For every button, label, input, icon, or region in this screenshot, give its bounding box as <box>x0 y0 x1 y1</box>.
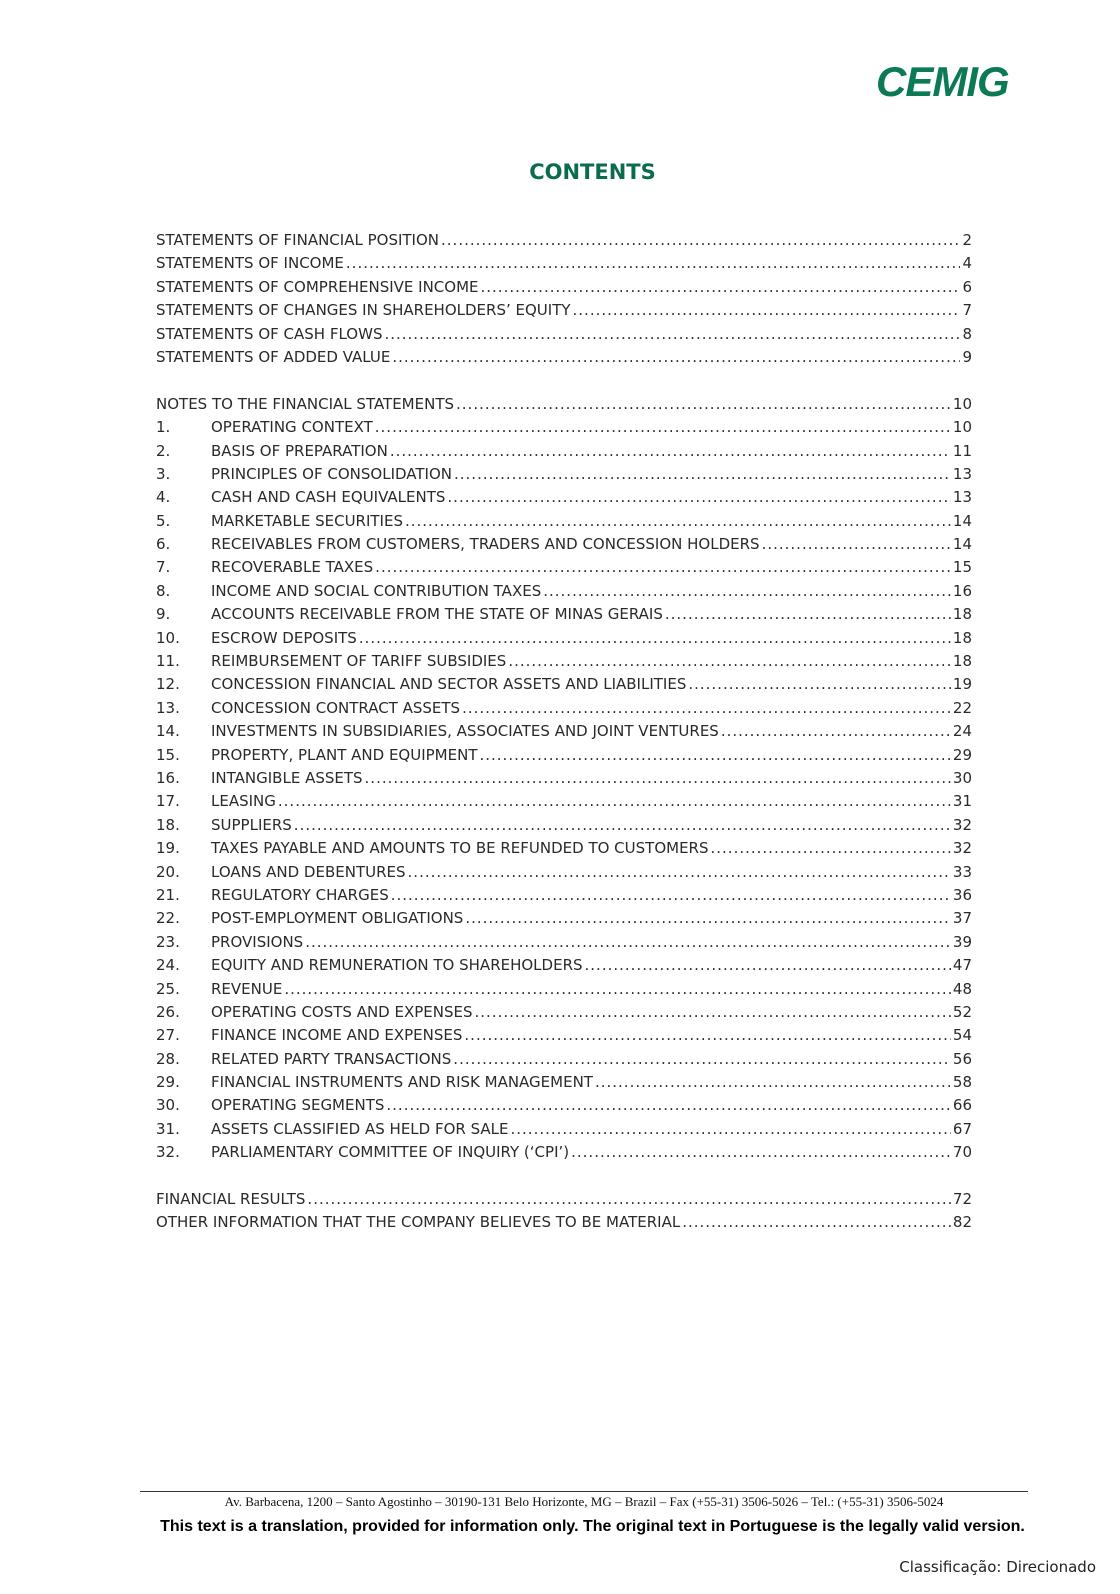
toc-entry[interactable] <box>156 814 972 837</box>
toc-entry-page: 33 <box>952 862 972 881</box>
toc-leader <box>307 1188 950 1211</box>
toc-entry-page: 9 <box>962 347 972 366</box>
toc-leader <box>479 744 950 767</box>
toc-entry-label: RELATED PARTY TRANSACTIONS <box>211 1049 452 1068</box>
toc-entry-label: ACCOUNTS RECEIVABLE FROM THE STATE OF MINAS GERAIS <box>211 605 663 624</box>
toc-entry-label: NOTES TO THE FINANCIAL STATEMENTS <box>156 394 455 413</box>
toc-entry[interactable] <box>156 1024 972 1047</box>
toc-leader <box>365 767 951 790</box>
toc-entry-label: STATEMENTS OF COMPREHENSIVE INCOME <box>156 277 479 296</box>
toc-entry-number: 4. <box>156 488 171 507</box>
toc-leader <box>375 416 951 439</box>
toc-entry-number: 7. <box>156 558 171 577</box>
toc-leader <box>386 1094 951 1117</box>
toc-entry-number: 1. <box>156 418 171 437</box>
toc-entry-number: 21. <box>156 885 180 904</box>
toc-entry-page: 70 <box>952 1143 972 1162</box>
toc-entry-label: MARKETABLE SECURITIES <box>211 511 403 530</box>
toc-entry-page: 8 <box>962 324 972 343</box>
toc-entry-page: 39 <box>952 932 972 951</box>
toc-entry-page: 7 <box>962 301 972 320</box>
toc-leader <box>391 884 951 907</box>
toc-entry-number: 25. <box>156 979 180 998</box>
toc-entry-label: INVESTMENTS IN SUBSIDIARIES, ASSOCIATES AND JOINT VENTURES <box>211 722 719 741</box>
toc-entry-label: CONCESSION CONTRACT ASSETS <box>211 698 461 717</box>
toc-entry[interactable] <box>156 1141 972 1164</box>
toc-entry[interactable] <box>156 1001 972 1024</box>
toc-entry-label: INCOME AND SOCIAL CONTRIBUTION TAXES <box>211 581 542 600</box>
toc-entry-label: PRINCIPLES OF CONSOLIDATION <box>211 464 452 483</box>
toc-entry-label: STATEMENTS OF ADDED VALUE <box>156 347 391 366</box>
toc-entry-page: 32 <box>952 815 972 834</box>
toc-entry-page: 66 <box>952 1096 972 1115</box>
toc-leader <box>278 790 951 813</box>
toc-entry-label: RECOVERABLE TAXES <box>211 558 374 577</box>
cemig-logo: CEMIG <box>876 58 1009 105</box>
toc-leader <box>441 229 960 252</box>
toc-entry-label: RECEIVABLES FROM CUSTOMERS, TRADERS AND CONCESSION HOLDERS <box>211 535 760 554</box>
toc-entry[interactable] <box>156 346 972 369</box>
toc-entry-number: 12. <box>156 675 180 694</box>
toc-entry-page: 36 <box>952 885 972 904</box>
toc-leader <box>665 603 951 626</box>
toc-leader <box>762 533 951 556</box>
toc-entry-label: PROVISIONS <box>211 932 304 951</box>
toc-entry[interactable] <box>156 510 972 533</box>
toc-entry-label: CASH AND CASH EQUIVALENTS <box>211 488 446 507</box>
toc-entry-page: 15 <box>952 558 972 577</box>
toc-entry-page: 29 <box>952 745 972 764</box>
toc-entry[interactable] <box>156 627 972 650</box>
toc-leader <box>481 276 961 299</box>
toc-entry-page: 48 <box>952 979 972 998</box>
toc-entry-label: PARLIAMENTARY COMMITTEE OF INQUIRY (‘CPI’) <box>211 1143 570 1162</box>
toc-entry-page: 37 <box>952 909 972 928</box>
toc-leader <box>465 907 951 930</box>
toc-entry-page: 22 <box>952 698 972 717</box>
toc-entry[interactable] <box>156 463 972 486</box>
toc-leader <box>294 814 951 837</box>
toc-entry-page: 72 <box>952 1190 972 1209</box>
toc-entry[interactable] <box>156 884 972 907</box>
toc-entry-number: 17. <box>156 792 180 811</box>
toc-entry-page: 13 <box>952 488 972 507</box>
toc-leader <box>392 346 960 369</box>
toc-entry[interactable] <box>156 1118 972 1141</box>
toc-leader <box>573 299 961 322</box>
toc-entry-number: 28. <box>156 1049 180 1068</box>
toc-entry-label: POST-EMPLOYMENT OBLIGATIONS <box>211 909 464 928</box>
toc-leader <box>595 1071 951 1094</box>
toc-entry-label: ESCROW DEPOSITS <box>211 628 357 647</box>
toc-entry-number: 20. <box>156 862 180 881</box>
toc-entry-page: 4 <box>962 254 972 273</box>
toc-leader <box>405 510 951 533</box>
toc-entry-label: PROPERTY, PLANT AND EQUIPMENT <box>211 745 478 764</box>
toc-entry-label: CONCESSION FINANCIAL AND SECTOR ASSETS AND LIABILITIES <box>211 675 687 694</box>
toc-entry[interactable] <box>156 790 972 813</box>
toc-leader <box>346 252 961 275</box>
toc-entry-label: OPERATING COSTS AND EXPENSES <box>211 1002 473 1021</box>
toc-entry-page: 58 <box>952 1073 972 1092</box>
toc-entry-number: 6. <box>156 535 171 554</box>
toc-leader <box>511 1118 951 1141</box>
toc-leader <box>359 627 951 650</box>
toc-entry-label: SUPPLIERS <box>211 815 292 834</box>
toc-entry-page: 24 <box>952 722 972 741</box>
toc-entry[interactable] <box>156 440 972 463</box>
toc-entry-label: FINANCE INCOME AND EXPENSES <box>211 1026 463 1045</box>
toc-entry-number: 16. <box>156 768 180 787</box>
toc-entry-number: 10. <box>156 628 180 647</box>
toc-leader <box>456 393 951 416</box>
toc-entry-page: 54 <box>952 1026 972 1045</box>
toc-entry[interactable] <box>156 907 972 930</box>
toc-entry[interactable] <box>156 1094 972 1117</box>
final-sections <box>156 1188 972 1235</box>
toc-leader <box>711 837 951 860</box>
toc-entry-number: 13. <box>156 698 180 717</box>
toc-leader <box>475 1001 951 1024</box>
toc-entry[interactable] <box>156 1048 972 1071</box>
toc-leader <box>508 650 951 673</box>
toc-entry-label: REVENUE <box>211 979 283 998</box>
toc-entry-label: REGULATORY CHARGES <box>211 885 389 904</box>
toc-leader <box>453 1048 951 1071</box>
toc-entry-label: REIMBURSEMENT OF TARIFF SUBSIDIES <box>211 652 507 671</box>
toc-entry[interactable] <box>156 931 972 954</box>
toc-leader <box>462 697 951 720</box>
toc-leader <box>464 1024 951 1047</box>
toc-entry-label: STATEMENTS OF CASH FLOWS <box>156 324 383 343</box>
toc-entry-number: 31. <box>156 1119 180 1138</box>
toc-leader <box>454 463 951 486</box>
toc-entry[interactable] <box>156 978 972 1001</box>
toc-entry-page: 16 <box>952 581 972 600</box>
toc-entry[interactable] <box>156 673 972 696</box>
toc-entry-page: 2 <box>962 231 972 249</box>
toc-entry-number: 15. <box>156 745 180 764</box>
toc-entry-label: STATEMENTS OF CHANGES IN SHAREHOLDERS’ EQUITY <box>156 301 571 320</box>
toc-entry-label: STATEMENTS OF FINANCIAL POSITION <box>156 231 440 249</box>
toc-entry[interactable] <box>156 416 972 439</box>
page-title: CONTENTS <box>529 160 656 184</box>
toc-entry[interactable] <box>156 299 972 322</box>
toc-entry[interactable] <box>156 720 972 743</box>
toc-entry-number: 3. <box>156 464 171 483</box>
toc-entry-notes[interactable] <box>156 393 972 416</box>
toc-leader <box>721 720 951 743</box>
toc-entry[interactable] <box>156 556 972 579</box>
toc-entry-number: 18. <box>156 815 180 834</box>
toc-entry-label: OPERATING CONTEXT <box>211 418 373 437</box>
toc-entry-page: 18 <box>952 628 972 647</box>
toc-entry-number: 32. <box>156 1143 180 1162</box>
toc-entry-label: STATEMENTS OF INCOME <box>156 254 344 273</box>
toc-entry-label: LOANS AND DEBENTURES <box>211 862 406 881</box>
statements-section <box>156 229 972 369</box>
toc-entry-number: 14. <box>156 722 180 741</box>
toc-entry[interactable] <box>156 486 972 509</box>
toc-leader <box>384 323 960 346</box>
toc-entry-page: 14 <box>952 511 972 530</box>
toc-entry[interactable] <box>156 1211 972 1234</box>
toc-entry-label: ASSETS CLASSIFIED AS HELD FOR SALE <box>211 1119 509 1138</box>
toc-entry[interactable] <box>156 861 972 884</box>
translation-disclaimer: This text is a translation, provided for information only. The original text in Portuguese is the legally valid version. <box>160 1518 1025 1535</box>
toc-leader <box>571 1141 951 1164</box>
toc-entry-page: 67 <box>952 1119 972 1138</box>
toc-entry-label: BASIS OF PREPARATION <box>211 441 388 460</box>
toc-entry-label: FINANCIAL INSTRUMENTS AND RISK MANAGEMENT <box>211 1073 593 1092</box>
notes-section <box>156 416 972 1165</box>
toc-leader <box>408 861 951 884</box>
toc-leader <box>543 580 951 603</box>
toc-entry-number: 30. <box>156 1096 180 1115</box>
toc-entry[interactable] <box>156 837 972 860</box>
toc-entry[interactable] <box>156 323 972 346</box>
toc-entry-page: 18 <box>952 605 972 624</box>
toc-entry-number: 8. <box>156 581 171 600</box>
toc-entry-number: 26. <box>156 1002 180 1021</box>
toc-entry-label: LEASING <box>211 792 276 811</box>
toc-entry-page: 18 <box>952 652 972 671</box>
toc-entry[interactable] <box>156 533 972 556</box>
toc-leader <box>682 1211 951 1234</box>
toc-entry-label: FINANCIAL RESULTS <box>156 1190 306 1209</box>
toc-entry[interactable] <box>156 954 972 977</box>
toc-entry[interactable] <box>156 744 972 767</box>
toc-leader <box>390 440 951 463</box>
toc-entry-label: INTANGIBLE ASSETS <box>211 768 363 787</box>
toc-entry[interactable] <box>156 252 972 275</box>
toc-entry[interactable] <box>156 580 972 603</box>
footer-address: Av. Barbacena, 1200 – Santo Agostinho – 30190-131 Belo Horizonte, MG – Brazil – Fax (+55-31) 3506-5026 – Tel.: (+55-31) 3506-5024 <box>224 1494 944 1509</box>
toc-entry-number: 29. <box>156 1073 180 1092</box>
classification-label: Classificação: Direcionado <box>899 1558 1096 1576</box>
toc-leader <box>688 673 951 696</box>
toc-entry-page: 32 <box>952 839 972 858</box>
toc-leader <box>585 954 951 977</box>
toc-entry[interactable] <box>156 603 972 626</box>
toc-entry[interactable] <box>156 697 972 720</box>
toc-entry-label: OPERATING SEGMENTS <box>211 1096 385 1115</box>
toc-entry[interactable] <box>156 1188 972 1211</box>
toc-entry[interactable] <box>156 276 972 299</box>
toc-entry[interactable] <box>156 1071 972 1094</box>
toc-leader <box>284 978 951 1001</box>
toc-entry[interactable] <box>156 229 972 252</box>
toc-entry-page: 56 <box>952 1049 972 1068</box>
toc-entry-page: 52 <box>952 1002 972 1021</box>
toc-entry-label: EQUITY AND REMUNERATION TO SHAREHOLDERS <box>211 956 583 975</box>
toc-leader <box>375 556 951 579</box>
toc-entry-number: 27. <box>156 1026 180 1045</box>
toc-entry-number: 11. <box>156 652 180 671</box>
toc-leader <box>305 931 951 954</box>
toc-entry-page: 31 <box>952 792 972 811</box>
toc-entry-number: 23. <box>156 932 180 951</box>
toc-entry-page: 10 <box>952 394 972 413</box>
toc-entry-page: 30 <box>952 768 972 787</box>
toc-entry-number: 22. <box>156 909 180 928</box>
toc-entry-label: OTHER INFORMATION THAT THE COMPANY BELIEVES TO BE MATERIAL <box>156 1213 681 1232</box>
toc-entry-page: 82 <box>952 1213 972 1232</box>
toc-entry-label: TAXES PAYABLE AND AMOUNTS TO BE REFUNDED TO CUSTOMERS <box>211 839 709 858</box>
toc-entry-page: 13 <box>952 464 972 483</box>
toc-entry-page: 11 <box>952 441 972 460</box>
toc-entry-number: 24. <box>156 956 180 975</box>
toc-entry-page: 19 <box>952 675 972 694</box>
toc-entry-page: 6 <box>962 277 972 296</box>
table-of-contents <box>156 229 972 1235</box>
toc-entry-page: 10 <box>952 418 972 437</box>
toc-entry-number: 5. <box>156 511 171 530</box>
toc-entry[interactable] <box>156 767 972 790</box>
toc-entry-number: 2. <box>156 441 171 460</box>
footer-divider <box>140 1491 1028 1492</box>
toc-entry-page: 47 <box>952 956 972 975</box>
toc-entry-page: 14 <box>952 535 972 554</box>
toc-leader <box>447 486 951 509</box>
toc-entry[interactable] <box>156 650 972 673</box>
toc-entry-number: 19. <box>156 839 180 858</box>
toc-entry-number: 9. <box>156 605 171 624</box>
